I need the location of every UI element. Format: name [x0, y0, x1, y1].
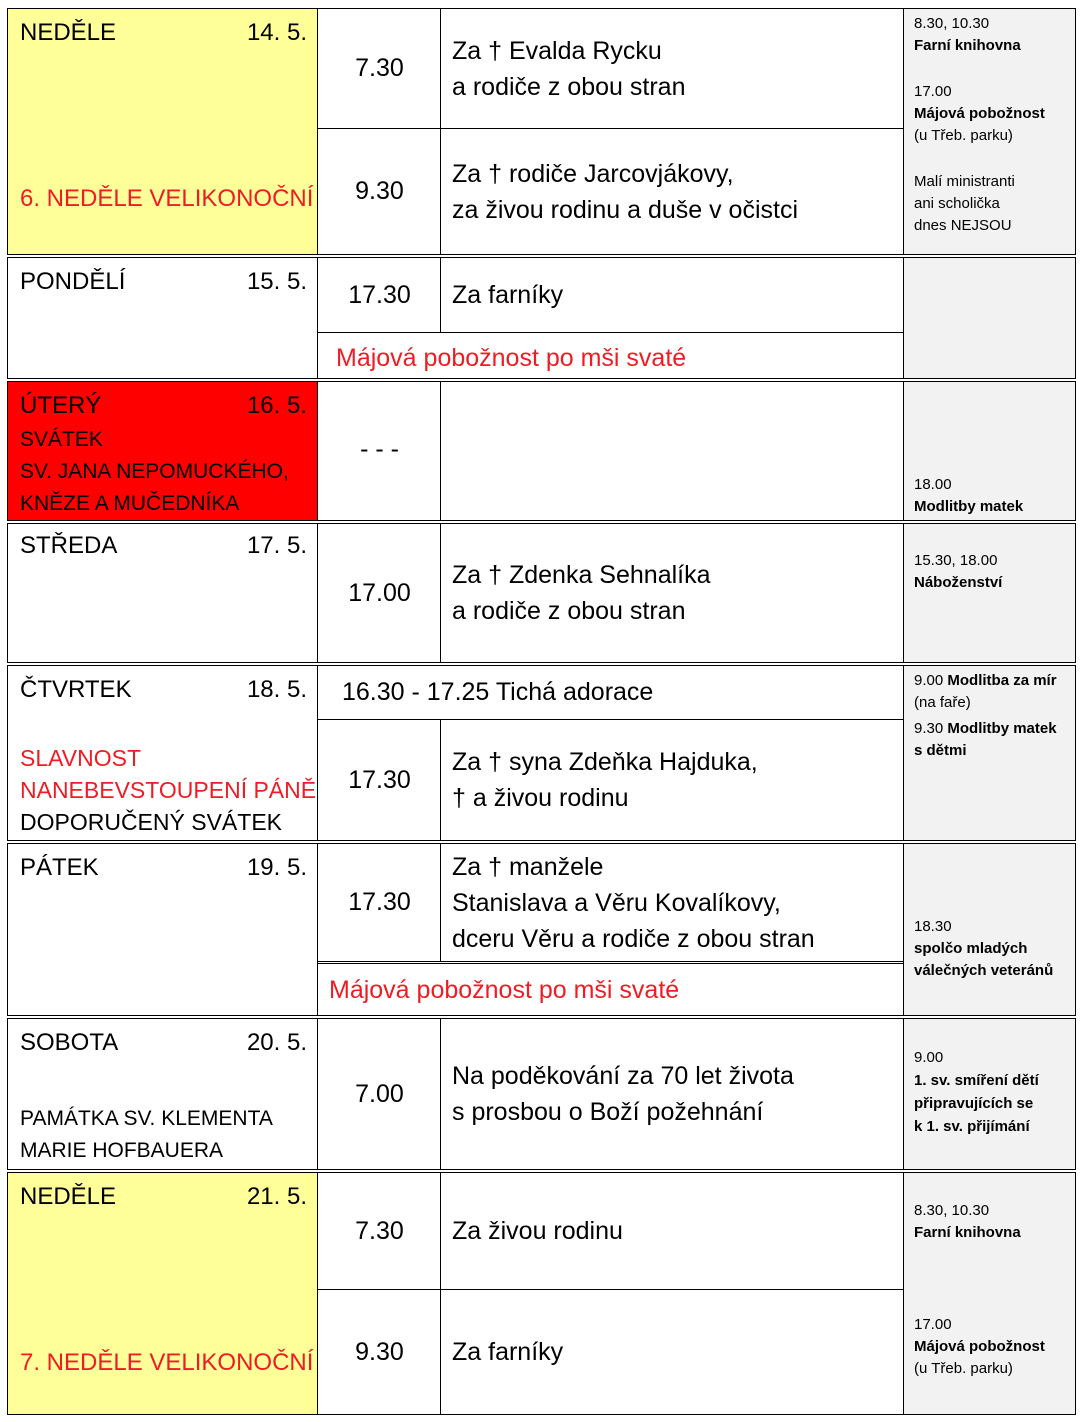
day-date: 14. 5.: [246, 19, 307, 46]
row-saturday-20: [7, 1018, 1076, 1170]
note-cell: 18.30 spolčo mladých válečných veteránů: [903, 844, 1075, 1015]
feast-title: SLAVNOST NANEBEVSTOUPENÍ PÁNĚ DOPORUČENÝ SVÁTEK: [20, 745, 317, 835]
day-cell: [8, 844, 318, 1015]
day-name: NEDĚLE: [20, 19, 117, 46]
row-sunday-21: [7, 1172, 1076, 1415]
day-date: 16. 5.: [246, 392, 307, 419]
day-date: 21. 5.: [246, 1183, 307, 1210]
day-date: 20. 5.: [246, 1029, 307, 1056]
day-name: ÚTERÝ: [20, 392, 102, 419]
day-name: ČTVRTEK: [20, 676, 132, 703]
day-cell: [8, 9, 318, 254]
day-cell: [8, 666, 318, 840]
mass-time: 17.30: [348, 280, 411, 309]
note-cell: [903, 258, 1075, 378]
day-date: 15. 5.: [246, 268, 307, 295]
mass-time: 17.30: [348, 765, 411, 794]
note-cell: 8.30, 10.30 Farní knihovna 17.00 Májová pobožnost (u Třeb. parku) Malí ministranti ani scholička dnes NEJSOU: [903, 9, 1075, 254]
mass-time: 17.00: [348, 578, 411, 607]
mass-time: 17.30: [348, 888, 411, 916]
day-name: NEDĚLE: [20, 1183, 117, 1210]
mass-intention: Za † Evalda Rycku a rodiče z obou stran: [452, 36, 686, 101]
row-thursday-18: [7, 665, 1076, 841]
row-wednesday-17: [7, 523, 1076, 663]
row-sunday-14: [7, 8, 1076, 255]
day-date: 18. 5.: [246, 676, 307, 703]
day-date: 19. 5.: [246, 854, 307, 881]
memorial-title: PAMÁTKA SV. KLEMENTA MARIE HOFBAUERA: [20, 1107, 273, 1162]
mass-time: 7.30: [355, 1216, 404, 1245]
note-cell: 15.30, 18.00 Náboženství: [903, 524, 1075, 662]
day-name: SOBOTA: [20, 1029, 119, 1056]
mass-intention: Za † syna Zdeňka Hajduka, † a živou rodinu: [452, 748, 758, 812]
row-friday-19: [7, 843, 1076, 1016]
mass-time: 9.30: [355, 1337, 404, 1366]
adoration: 16.30 - 17.25 Tichá adorace: [342, 678, 654, 706]
mass-time: - - -: [360, 434, 399, 463]
day-cell: [8, 524, 318, 662]
day-name: PÁTEK: [20, 854, 99, 881]
note-cell: 9.00 1. sv. smíření dětí připravujících se k 1. sv. přijímání: [903, 1019, 1075, 1169]
mass-intention: Za farníky: [452, 281, 564, 309]
mass-intention: Za † rodiče Jarcovjákovy, za živou rodinu a duše v očistci: [452, 159, 799, 224]
row-monday-15: [7, 257, 1076, 379]
feast-title: SVÁTEK SV. JANA NEPOMUCKÉHO, KNĚZE A MUČEDNÍKA: [20, 428, 289, 515]
mass-time: 7.00: [355, 1079, 404, 1108]
day-cell: [8, 1019, 318, 1169]
note-cell: 18.00 Modlitby matek: [903, 382, 1075, 520]
day-cell: [8, 258, 318, 378]
mass-time: 7.30: [355, 54, 404, 82]
note-cell: 8.30, 10.30 Farní knihovna 17.00 Májová pobožnost (u Třeb. parku): [903, 1173, 1075, 1414]
mass-intention: Za živou rodinu: [452, 1217, 623, 1245]
mass-intention: Za farníky: [452, 1338, 564, 1366]
note-cell: 9.00 Modlitba za mír (na faře) 9.30 Modlitby matek s dětmi: [903, 666, 1075, 840]
day-cell: [8, 382, 318, 520]
may-devotion-note: Májová pobožnost po mši svaté: [336, 344, 687, 372]
liturgical-day: 6. NEDĚLE VELIKONOČNÍ: [20, 185, 314, 212]
mass-time: 9.30: [355, 177, 404, 205]
mass-intention: Na poděkování za 70 let života s prosbou o Boží požehnání: [452, 1062, 794, 1126]
row-tuesday-16: [7, 381, 1076, 521]
day-name: PONDĚLÍ: [20, 268, 126, 295]
day-name: STŘEDA: [20, 532, 118, 559]
liturgical-day: 7. NEDĚLE VELIKONOČNÍ: [20, 1349, 314, 1376]
day-date: 17. 5.: [246, 532, 307, 559]
mass-intention: Za † manžele Stanislava a Věru Kovalíkovy, dceru Věru a rodiče z obou stran: [452, 852, 815, 953]
day-cell: [8, 1173, 318, 1414]
may-devotion-note: Májová pobožnost po mši svaté: [329, 976, 680, 1004]
mass-intention: Za † Zdenka Sehnalíka a rodiče z obou stran: [452, 561, 711, 625]
